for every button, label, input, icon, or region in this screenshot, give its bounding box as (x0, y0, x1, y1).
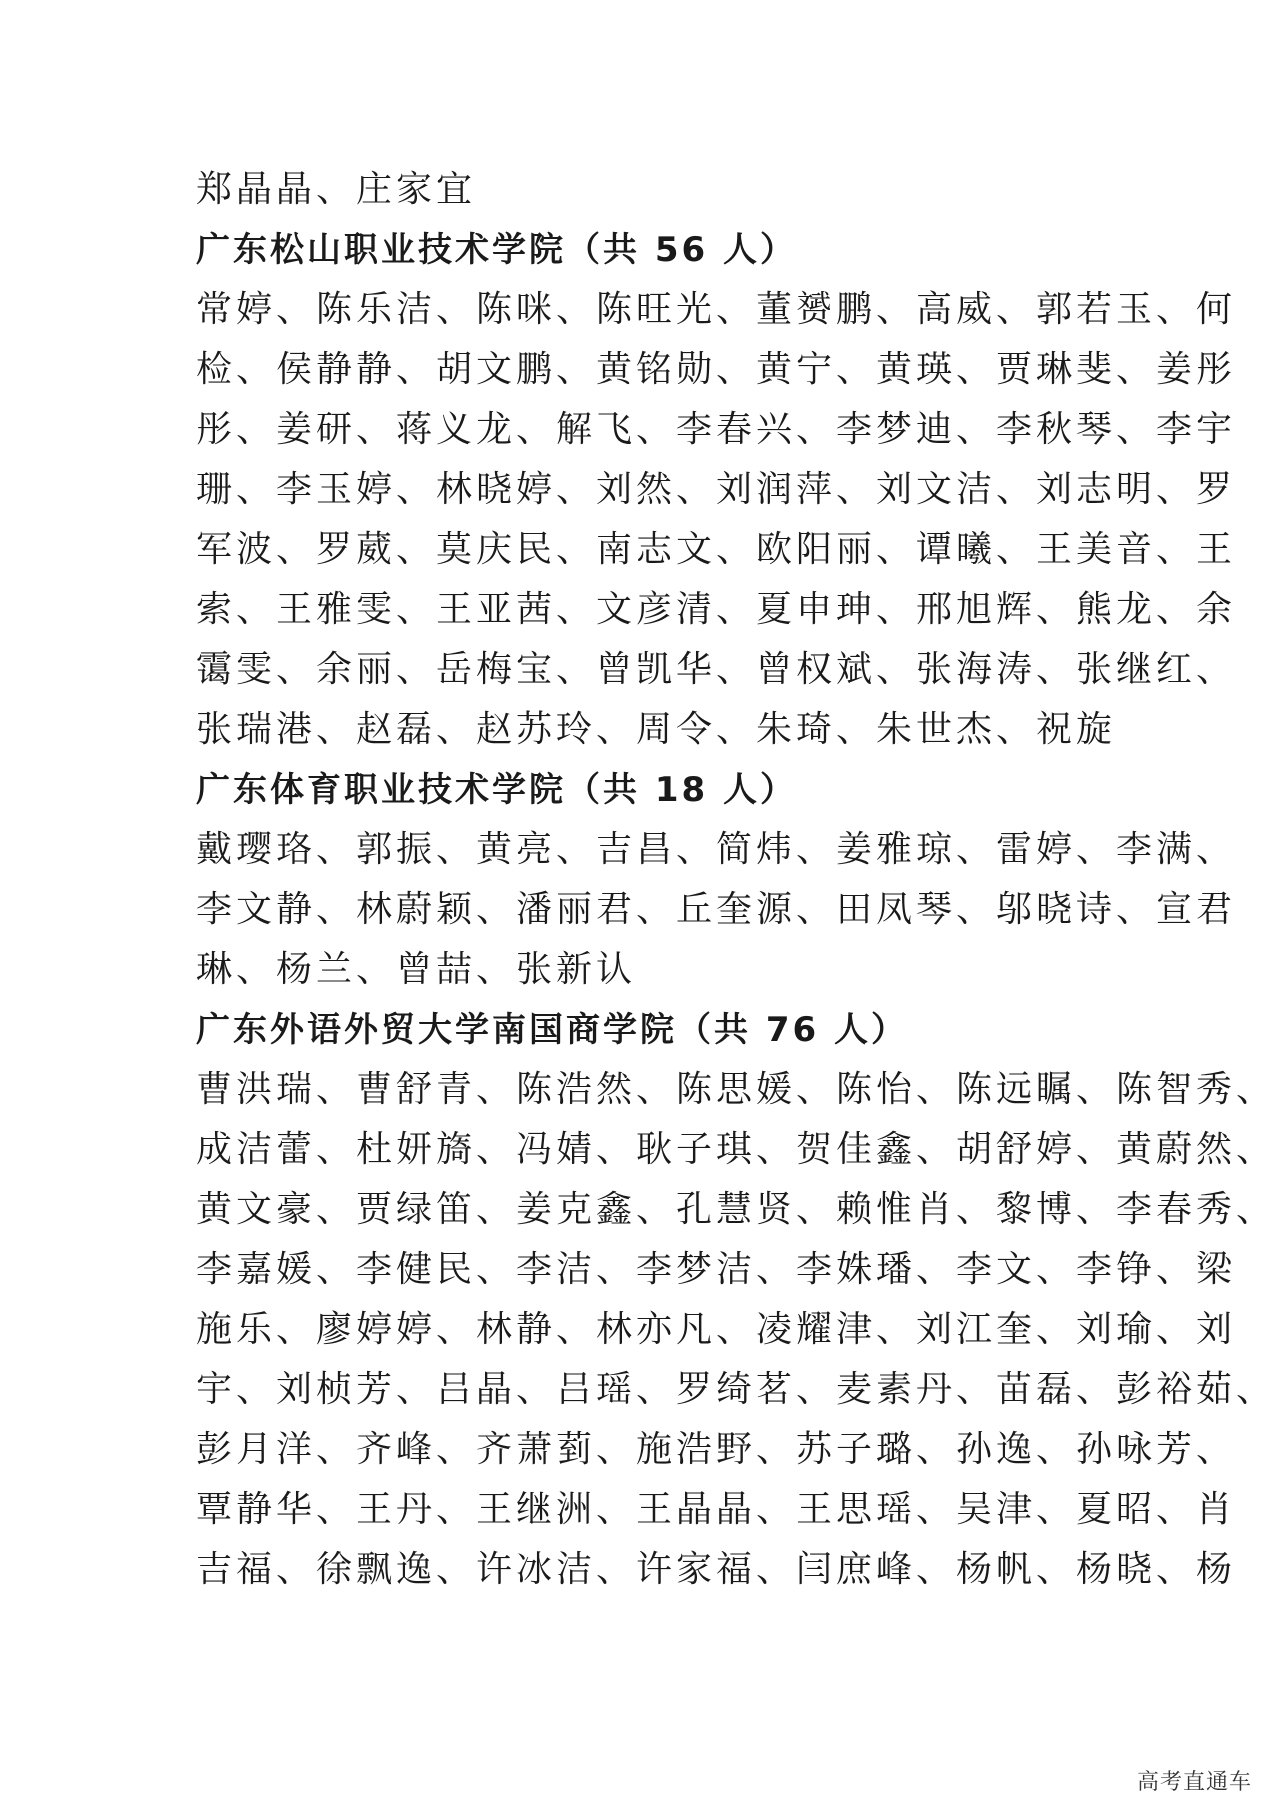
name-list-line: 霭雯、余丽、岳梅宝、曾凯华、曾权斌、张海涛、张继红、 (196, 649, 1237, 690)
section-heading: 广东外语外贸大学南国商学院（共 76 人） (196, 1010, 908, 1050)
name-list-line: 索、王雅雯、王亚茜、文彦清、夏申珅、邢旭辉、熊龙、余 (196, 589, 1237, 630)
name-list-line: 常婷、陈乐洁、陈咪、陈旺光、董赟鹏、高威、郭若玉、何 (196, 289, 1237, 330)
name-list-line: 黄文豪、贾绿笛、姜克鑫、孔慧贤、赖惟肖、黎博、李春秀、 (196, 1189, 1277, 1230)
name-list-line: 珊、李玉婷、林晓婷、刘然、刘润萍、刘文洁、刘志明、罗 (196, 469, 1237, 510)
name-list-line: 吉福、徐飘逸、许冰洁、许家福、闫庶峰、杨帆、杨晓、杨 (196, 1549, 1237, 1590)
name-list-line: 检、侯静静、胡文鹏、黄铭勋、黄宁、黄瑛、贾琳斐、姜彤 (196, 349, 1237, 390)
section-heading: 广东体育职业技术学院（共 18 人） (196, 770, 797, 810)
name-list-line: 郑晶晶、庄家宜 (196, 169, 477, 210)
name-list-line: 李文静、林蔚颖、潘丽君、丘奎源、田凤琴、邬晓诗、宣君 (196, 889, 1237, 930)
name-list-line: 军波、罗葳、莫庆民、南志文、欧阳丽、谭曦、王美音、王 (196, 529, 1237, 570)
watermark: 高考直通车 (1136, 1770, 1252, 1795)
name-list-line: 成洁蕾、杜妍旖、冯婧、耿子琪、贺佳鑫、胡舒婷、黄蔚然、 (196, 1129, 1277, 1170)
name-list-line: 琳、杨兰、曾喆、张新认 (196, 949, 637, 990)
name-list-line: 曹洪瑞、曹舒青、陈浩然、陈思媛、陈怡、陈远瞩、陈智秀、 (196, 1069, 1277, 1110)
section-heading: 广东松山职业技术学院（共 56 人） (196, 230, 797, 270)
name-list-line: 张瑞港、赵磊、赵苏玲、周令、朱琦、朱世杰、祝旋 (196, 709, 1117, 750)
name-list-line: 宇、刘桢芳、吕晶、吕瑶、罗绮茗、麦素丹、苗磊、彭裕茹、 (196, 1369, 1277, 1410)
document-body (196, 160, 1277, 1600)
name-list-line: 彤、姜研、蒋义龙、解飞、李春兴、李梦迪、李秋琴、李宇 (196, 409, 1237, 450)
name-list-line: 戴璎珞、郭振、黄亮、吉昌、简炜、姜雅琼、雷婷、李满、 (196, 829, 1237, 870)
name-list-line: 彭月洋、齐峰、齐萧菿、施浩野、苏子璐、孙逸、孙咏芳、 (196, 1429, 1237, 1470)
name-list-line: 覃静华、王丹、王继洲、王晶晶、王思瑶、吴津、夏昭、肖 (196, 1489, 1237, 1530)
name-list-line: 李嘉媛、李健民、李洁、李梦洁、李姝璠、李文、李铮、梁 (196, 1249, 1237, 1290)
name-list-line: 施乐、廖婷婷、林静、林亦凡、凌耀津、刘江奎、刘瑜、刘 (196, 1309, 1237, 1350)
